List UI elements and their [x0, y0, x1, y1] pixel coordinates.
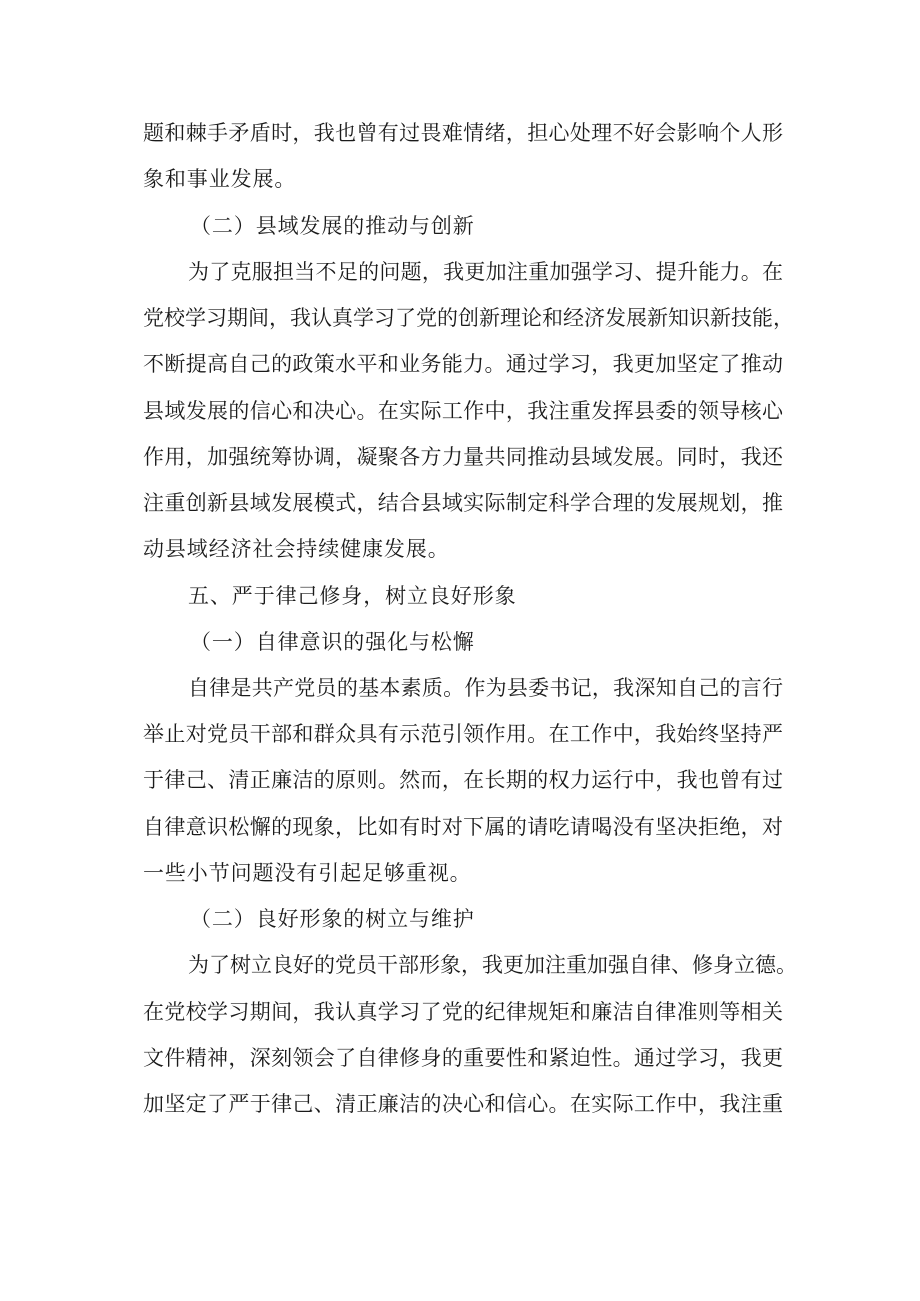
- paragraph-line: 在党校学习期间，我认真学习了党的纪律规矩和廉洁自律准则等相关: [143, 1000, 783, 1024]
- paragraph-line: 自律意识松懈的现象，比如有时对下属的请吃请喝没有坚决拒绝，对: [143, 815, 783, 839]
- subsection-heading: （二）县域发展的推动与创新: [190, 214, 475, 238]
- paragraph-line: 为了树立良好的党员干部形象，我更加注重加强自律、修身立德。: [188, 953, 797, 977]
- paragraph-line: 题和棘手矛盾时，我也曾有过畏难情绪，担心处理不好会影响个人形: [143, 121, 783, 145]
- paragraph-line: 县域发展的信心和决心。在实际工作中，我注重发挥县委的领导核心: [143, 399, 783, 423]
- section-heading: 五、严于律己修身，树立良好形象: [188, 584, 517, 608]
- paragraph-line: 动县域经济社会持续健康发展。: [143, 537, 450, 561]
- paragraph-line: 举止对党员干部和群众具有示范引领作用。在工作中，我始终坚持严: [143, 722, 783, 746]
- paragraph-line: 文件精神，深刻领会了自律修身的重要性和紧迫性。通过学习，我更: [143, 1046, 783, 1070]
- paragraph-line: 象和事业发展。: [143, 167, 297, 191]
- subsection-heading: （二）良好形象的树立与维护: [190, 907, 475, 931]
- subsection-heading: （一）自律意识的强化与松懈: [190, 630, 475, 654]
- paragraph-line: 一些小节问题没有引起足够重视。: [143, 861, 472, 885]
- paragraph-line: 自律是共产党员的基本素质。作为县委书记，我深知自己的言行: [188, 676, 783, 700]
- paragraph-line: 不断提高自己的政策水平和业务能力。通过学习，我更加坚定了推动: [143, 352, 783, 376]
- paragraph-line: 于律己、清正廉洁的原则。然而，在长期的权力运行中，我也曾有过: [143, 768, 783, 792]
- paragraph-line: 注重创新县域发展模式，结合县域实际制定科学合理的发展规划，推: [143, 491, 783, 515]
- paragraph-line: 为了克服担当不足的问题，我更加注重加强学习、提升能力。在: [188, 260, 783, 284]
- paragraph-line: 加坚定了严于律己、清正廉洁的决心和信心。在实际工作中，我注重: [143, 1092, 783, 1116]
- paragraph-line: 党校学习期间，我认真学习了党的创新理论和经济发展新知识新技能，: [143, 306, 794, 330]
- paragraph-line: 作用，加强统筹协调，凝聚各方力量共同推动县域发展。同时，我还: [143, 445, 783, 469]
